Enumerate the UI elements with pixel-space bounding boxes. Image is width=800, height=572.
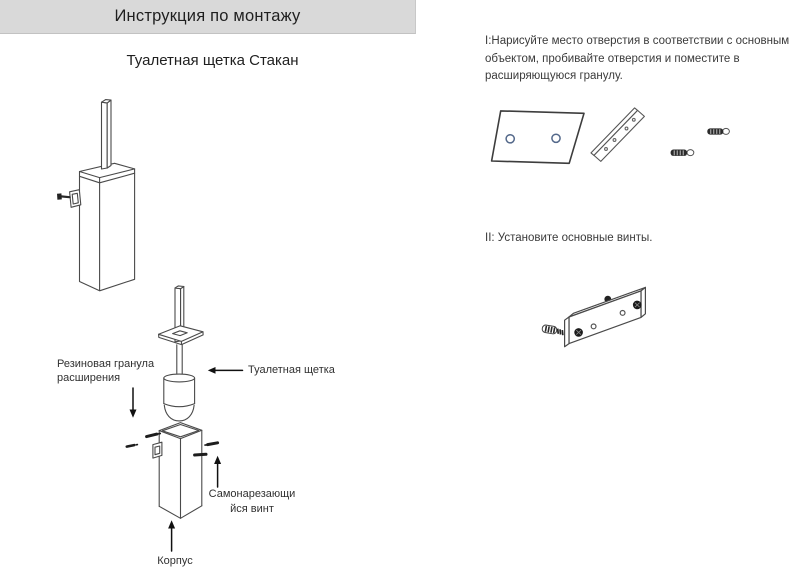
expansion-anchor-icon: [707, 128, 729, 134]
screw-arrow-icon: [214, 456, 221, 487]
body-arrow-icon: [168, 520, 175, 551]
installed-screw-icon: [633, 301, 642, 310]
step2-drawing: [530, 280, 665, 372]
installed-screw-icon: [574, 328, 583, 337]
drill-hole-icon: [506, 135, 514, 143]
label-rubber-granule: Резиновая гранула расширения: [57, 358, 155, 384]
granule-arrow-icon: [130, 388, 137, 418]
label-body: Корпус: [157, 555, 193, 567]
step2-instruction: II: Установите основные винты.: [485, 232, 653, 244]
brush-arrow-icon: [208, 367, 243, 374]
mounting-bracket: [591, 108, 644, 161]
page-title: Инструкция по монтажу: [114, 7, 301, 25]
label-toilet-brush: Туалетная щетка: [248, 364, 335, 376]
product-subtitle: Туалетная щетка Стакан: [126, 52, 299, 69]
expansion-anchor-icon: [671, 150, 694, 156]
wall-screw-icon: [57, 193, 70, 199]
holder-body: [153, 423, 202, 519]
drill-hole-icon: [552, 134, 560, 142]
label-self-tapping-screw: Самонарезающийся винт: [208, 488, 296, 515]
wall-plate: [492, 111, 584, 163]
callout-arrows: [130, 367, 243, 551]
brush-handle: [102, 100, 112, 169]
mounted-bracket: [565, 287, 646, 346]
flange-plate: [159, 326, 204, 345]
wall-bracket: [70, 190, 81, 208]
step1-instruction: I:Нарисуйте место отверстия в соответствии с основным объектом, пробивайте отверстия и поместите в расширяющуюся гранулу.: [485, 35, 790, 82]
assembled-unit-drawing: [57, 100, 135, 291]
fastener-dashes: [127, 434, 218, 456]
anchor-screw-icon: [542, 325, 564, 336]
exploded-view-drawing: [127, 286, 218, 518]
step1-drawing: [470, 95, 800, 180]
